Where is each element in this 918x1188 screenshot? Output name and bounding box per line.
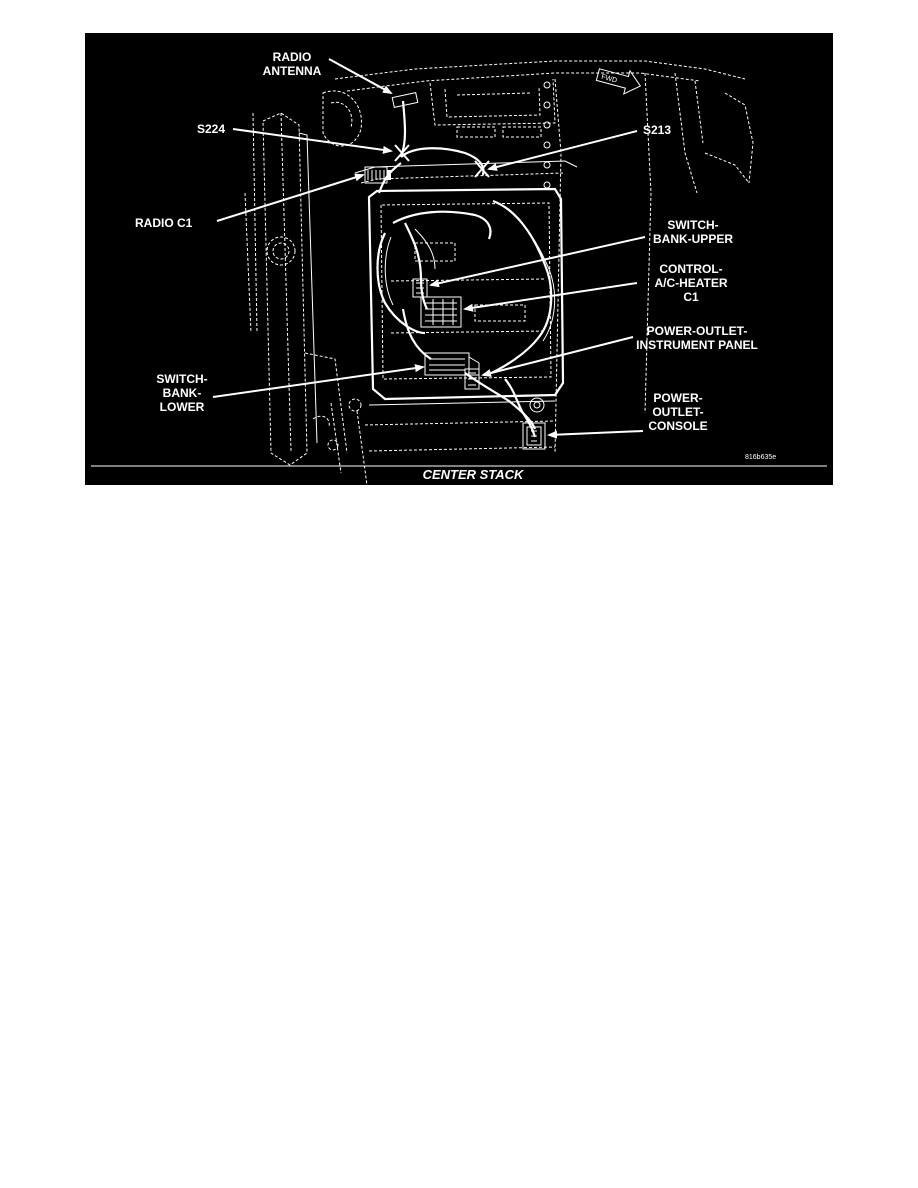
label-radio-c1: RADIO C1 xyxy=(135,216,193,230)
label-control-ac-heater-line1: CONTROL- xyxy=(659,262,723,276)
control-ac-heater-c1-connector xyxy=(421,297,461,327)
figure-caption: CENTER STACK xyxy=(422,467,524,482)
label-power-outlet-ip-line1: POWER-OUTLET- xyxy=(646,324,748,338)
power-outlet-console-connector xyxy=(523,423,545,449)
switch-bank-lower-connector xyxy=(425,353,479,375)
leader-switch-bank-lower xyxy=(213,367,423,397)
label-control-ac-heater-line2: A/C-HEATER xyxy=(654,276,728,290)
figure-id: 816b635e xyxy=(745,454,777,461)
label-power-outlet-console-line2: OUTLET- xyxy=(652,405,704,419)
center-stack-diagram xyxy=(85,33,833,485)
leader-power-outlet-ip xyxy=(483,337,633,375)
label-control-ac-heater-line3: C1 xyxy=(683,290,699,304)
fwd-arrow-icon xyxy=(595,63,644,98)
diagram-canvas xyxy=(85,33,833,485)
label-switch-bank-lower-line1: SWITCH- xyxy=(156,372,208,386)
radio-c1-connector xyxy=(365,167,391,183)
leader-radio-c1 xyxy=(217,175,363,221)
label-switch-bank-upper-line2: BANK-UPPER xyxy=(652,232,734,246)
label-s213: S213 xyxy=(643,123,672,137)
label-switch-bank-upper-line1: SWITCH- xyxy=(667,218,719,232)
label-switch-bank-lower-line2: BANK- xyxy=(162,386,202,400)
label-radio-antenna-line1: RADIO xyxy=(272,50,312,64)
label-s224: S224 xyxy=(197,122,226,136)
connectors xyxy=(365,167,545,449)
label-switch-bank-lower-line3: LOWER xyxy=(159,400,205,414)
leader-s224 xyxy=(233,129,391,151)
label-power-outlet-console-line1: POWER- xyxy=(653,391,703,405)
wiring-harness xyxy=(378,93,555,437)
leader-radio-antenna xyxy=(329,59,391,93)
leader-power-outlet-console xyxy=(549,431,643,435)
label-radio-antenna-line2: ANTENNA xyxy=(262,64,322,78)
fwd-label: FWD xyxy=(600,73,618,85)
label-power-outlet-console-line3: CONSOLE xyxy=(648,419,708,433)
leader-switch-bank-upper xyxy=(431,237,645,285)
label-power-outlet-ip-line2: INSTRUMENT PANEL xyxy=(636,338,758,352)
labels xyxy=(135,50,776,461)
power-outlet-ip-connector xyxy=(465,369,479,389)
